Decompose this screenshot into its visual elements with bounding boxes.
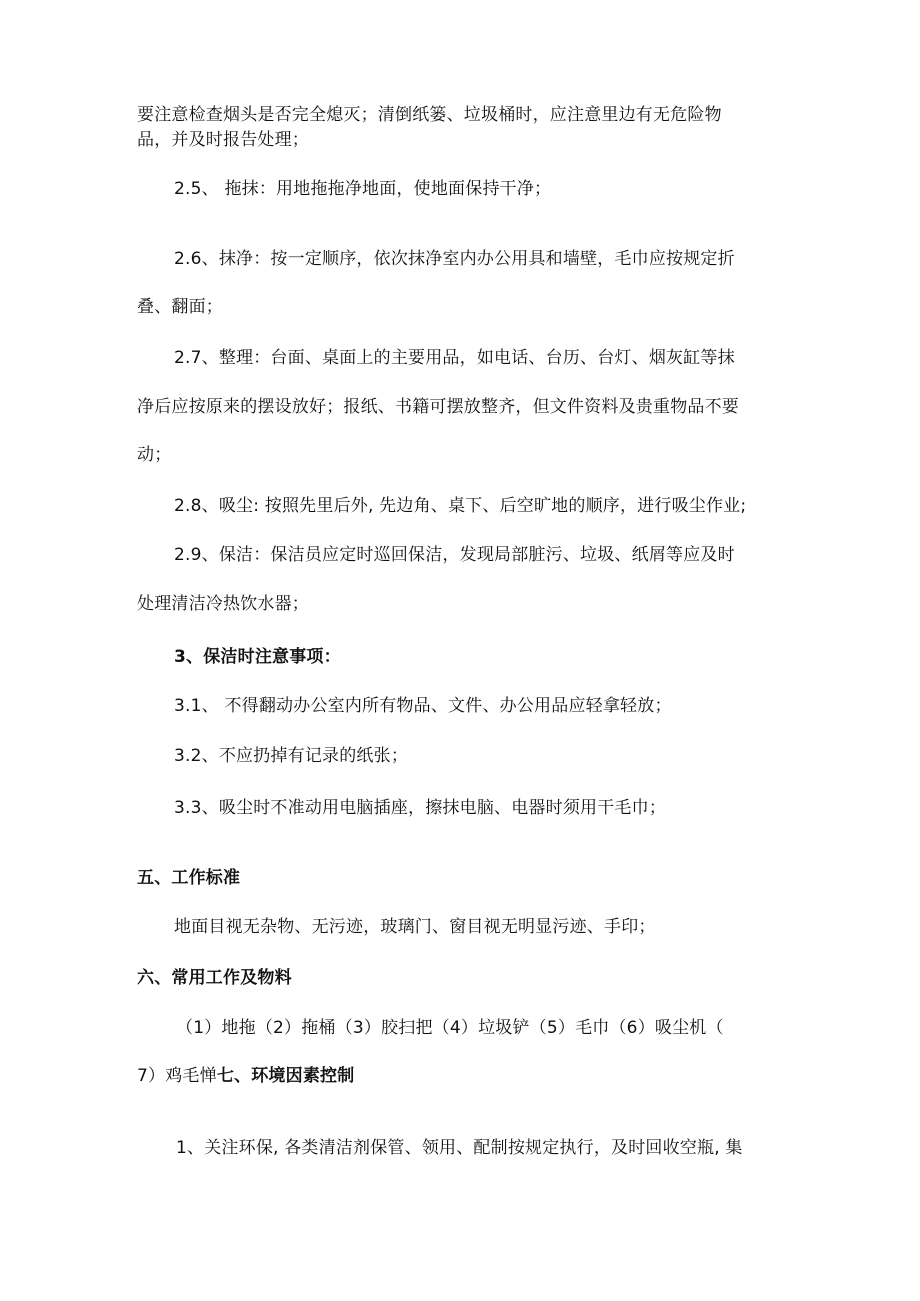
paragraph-line: 1、关注环保, 各类清洁剂保管、领用、配制按规定执行，及时回收空瓶, 集 xyxy=(176,1138,743,1158)
paragraph-line: （1）地拖（2）拖桶（3）胶扫把（4）垃圾铲（5）毛巾（6）吸尘机（ xyxy=(176,1018,724,1038)
paragraph-line: 品，并及时报告处理； xyxy=(137,130,309,150)
paragraph-line: 2.9、保洁：保洁员应定时巡回保洁，发现局部脏污、垃圾、纸屑等应及时 xyxy=(174,545,735,565)
paragraph-line: 2.7、整理：台面、桌面上的主要用品，如电话、台历、台灯、烟灰缸等抹 xyxy=(174,348,735,368)
section-heading: 3、保洁时注意事项： xyxy=(174,647,341,667)
section-heading: 六、常用工作及物料 xyxy=(137,968,292,988)
paragraph-line: 3.3、吸尘时不准动用电脑插座，擦抹电脑、电器时须用干毛巾； xyxy=(174,798,667,818)
section-heading: 七、环境因素控制 xyxy=(216,1066,355,1086)
paragraph-line: 2.6、抹净：按一定顺序，依次抹净室内办公用具和墙壁，毛巾应按规定折 xyxy=(174,249,735,269)
paragraph-line: 要注意检查烟头是否完全熄灭；清倒纸篓、垃圾桶时，应注意里边有无危险物 xyxy=(137,105,722,125)
paragraph-line: 3.2、不应扔掉有记录的纸张； xyxy=(174,746,409,766)
paragraph-line: 处理清洁冷热饮水器； xyxy=(137,594,309,614)
paragraph-line: 净后应按原来的摆设放好；报纸、书籍可摆放整齐，但文件资料及贵重物品不要 xyxy=(137,397,739,417)
paragraph-text: 7）鸡毛惮 xyxy=(137,1066,217,1086)
section-heading: 五、工作标准 xyxy=(137,868,241,888)
paragraph-line: 2.8、吸尘: 按照先里后外, 先边角、桌下、后空旷地的顺序，进行吸尘作业; xyxy=(174,496,747,516)
paragraph-line xyxy=(137,1064,354,1088)
paragraph-line: 3.1、 不得翻动办公室内所有物品、文件、办公用品应轻拿轻放； xyxy=(174,696,672,716)
paragraph-line: 地面目视无杂物、无污迹，玻璃门、窗目视无明显污迹、手印； xyxy=(174,917,656,937)
paragraph-line: 动； xyxy=(137,445,172,465)
paragraph-line: 叠、翻面； xyxy=(137,297,223,317)
paragraph-line: 2.5、 拖抹：用地拖拖净地面，使地面保持干净； xyxy=(174,179,552,199)
